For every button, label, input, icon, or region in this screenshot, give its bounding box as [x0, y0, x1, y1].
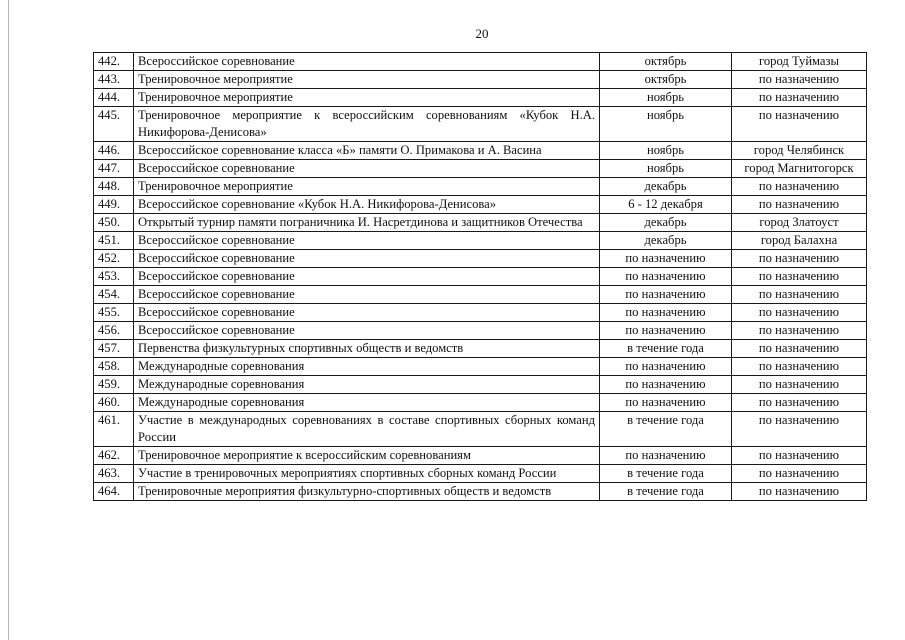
event-place: по назначению [732, 286, 867, 304]
event-name: Участие в тренировочных мероприятиях спортивных сборных команд России [134, 465, 600, 483]
row-number: 455. [94, 304, 134, 322]
event-place: по назначению [732, 89, 867, 107]
event-date: октябрь [600, 71, 732, 89]
table-row [94, 394, 867, 412]
table-row [94, 89, 867, 107]
row-number: 444. [94, 89, 134, 107]
event-place: город Магнитогорск [732, 160, 867, 178]
table-row [94, 322, 867, 340]
event-place: по назначению [732, 71, 867, 89]
row-number: 451. [94, 232, 134, 250]
event-place: по назначению [732, 412, 867, 447]
event-date: в течение года [600, 465, 732, 483]
event-date: 6 - 12 декабря [600, 196, 732, 214]
event-place: по назначению [732, 340, 867, 358]
event-name: Тренировочное мероприятие к всероссийским соревнованиям [134, 447, 600, 465]
table-row [94, 107, 867, 142]
event-place: по назначению [732, 322, 867, 340]
event-name: Первенства физкультурных спортивных обществ и ведомств [134, 340, 600, 358]
row-number: 443. [94, 71, 134, 89]
event-place: по назначению [732, 268, 867, 286]
row-number: 449. [94, 196, 134, 214]
event-place: по назначению [732, 447, 867, 465]
event-date: по назначению [600, 376, 732, 394]
event-place: по назначению [732, 483, 867, 501]
table-row [94, 232, 867, 250]
event-date: по назначению [600, 268, 732, 286]
row-number: 448. [94, 178, 134, 196]
event-name: Тренировочное мероприятие [134, 71, 600, 89]
events-table [93, 52, 867, 501]
row-number: 463. [94, 465, 134, 483]
event-name: Всероссийское соревнование «Кубок Н.А. Никифорова-Денисова» [134, 196, 600, 214]
row-number: 442. [94, 53, 134, 71]
event-place: по назначению [732, 196, 867, 214]
table-row [94, 71, 867, 89]
event-date: в течение года [600, 412, 732, 447]
event-date: ноябрь [600, 160, 732, 178]
row-number: 445. [94, 107, 134, 142]
event-place: по назначению [732, 394, 867, 412]
table-row [94, 358, 867, 376]
event-place: по назначению [732, 178, 867, 196]
event-date: в течение года [600, 483, 732, 501]
row-number: 450. [94, 214, 134, 232]
event-place: город Туймазы [732, 53, 867, 71]
event-name: Тренировочное мероприятие к всероссийским соревнованиям «Кубок Н.А. Никифорова-Денисова» [134, 107, 600, 142]
event-date: в течение года [600, 340, 732, 358]
event-date: ноябрь [600, 89, 732, 107]
row-number: 446. [94, 142, 134, 160]
row-number: 460. [94, 394, 134, 412]
event-name: Тренировочное мероприятие [134, 89, 600, 107]
row-number: 456. [94, 322, 134, 340]
table-row [94, 465, 867, 483]
event-place: город Златоуст [732, 214, 867, 232]
event-date: по назначению [600, 286, 732, 304]
event-name: Всероссийское соревнование класса «Б» памяти О. Примакова и А. Васина [134, 142, 600, 160]
event-date: по назначению [600, 250, 732, 268]
event-date: по назначению [600, 394, 732, 412]
row-number: 452. [94, 250, 134, 268]
event-place: город Балахна [732, 232, 867, 250]
page-number: 20 [475, 26, 489, 41]
event-name: Всероссийское соревнование [134, 53, 600, 71]
table-row [94, 196, 867, 214]
table-row [94, 178, 867, 196]
row-number: 457. [94, 340, 134, 358]
table-row [94, 53, 867, 71]
events-table-body [94, 53, 867, 501]
row-number: 453. [94, 268, 134, 286]
event-name: Международные соревнования [134, 394, 600, 412]
table-row [94, 286, 867, 304]
event-name: Всероссийское соревнование [134, 304, 600, 322]
row-number: 454. [94, 286, 134, 304]
event-name: Всероссийское соревнование [134, 232, 600, 250]
table-row [94, 447, 867, 465]
event-name: Всероссийское соревнование [134, 250, 600, 268]
event-name: Всероссийское соревнование [134, 322, 600, 340]
event-date: по назначению [600, 304, 732, 322]
table-row [94, 340, 867, 358]
event-place: по назначению [732, 304, 867, 322]
row-number: 464. [94, 483, 134, 501]
event-name: Международные соревнования [134, 358, 600, 376]
table-row [94, 214, 867, 232]
table-row [94, 376, 867, 394]
event-date: декабрь [600, 214, 732, 232]
event-date: декабрь [600, 232, 732, 250]
table-row [94, 304, 867, 322]
row-number: 462. [94, 447, 134, 465]
event-name: Всероссийское соревнование [134, 268, 600, 286]
event-date: декабрь [600, 178, 732, 196]
event-place: по назначению [732, 376, 867, 394]
event-date: по назначению [600, 447, 732, 465]
table-row [94, 250, 867, 268]
table-row [94, 142, 867, 160]
event-name: Тренировочные мероприятия физкультурно-спортивных обществ и ведомств [134, 483, 600, 501]
event-date: ноябрь [600, 142, 732, 160]
event-name: Международные соревнования [134, 376, 600, 394]
row-number: 459. [94, 376, 134, 394]
page-left-edge [8, 0, 9, 640]
event-name: Тренировочное мероприятие [134, 178, 600, 196]
table-row [94, 483, 867, 501]
event-name: Открытый турнир памяти пограничника И. Насретдинова и защитников Отечества [134, 214, 600, 232]
event-name: Всероссийское соревнование [134, 160, 600, 178]
event-date: октябрь [600, 53, 732, 71]
table-row [94, 412, 867, 447]
row-number: 458. [94, 358, 134, 376]
event-name: Всероссийское соревнование [134, 286, 600, 304]
row-number: 461. [94, 412, 134, 447]
event-date: по назначению [600, 358, 732, 376]
event-place: по назначению [732, 250, 867, 268]
event-name: Участие в международных соревнованиях в составе спортивных сборных команд России [134, 412, 600, 447]
table-row [94, 160, 867, 178]
event-place: по назначению [732, 465, 867, 483]
row-number: 447. [94, 160, 134, 178]
event-place: по назначению [732, 358, 867, 376]
event-date: по назначению [600, 322, 732, 340]
event-date: ноябрь [600, 107, 732, 142]
event-place: город Челябинск [732, 142, 867, 160]
event-place: по назначению [732, 107, 867, 142]
table-row [94, 268, 867, 286]
